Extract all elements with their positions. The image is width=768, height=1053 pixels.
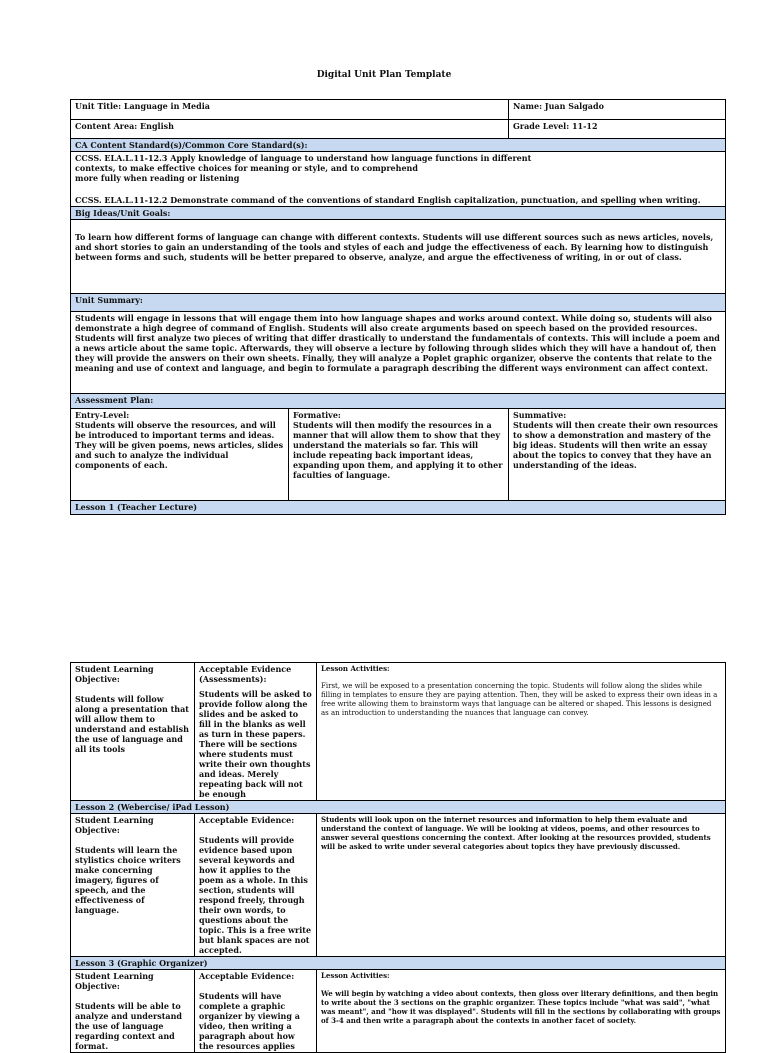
grade-level: Grade Level: 11-12 [509,120,726,139]
entry-level-cell [71,409,289,501]
unit-summary-text: Students will engage in lessons that will engage them into how language shapes and works around context. While doing so, students will also demonstrate a high degree of command of English. Students will also create arguments based on speech based on the provided resources. Students will first analyze two pieces of writing that differ drastically to understand the fundamentals of contexts. This will include a poem and a news article about the same topic. Afterwards, they will observe a lecture by following through slides which they will have a handout of, then they will provide the answers on their own sheets. Finally, they will analyze a Poplet graphic organizer, observe the contents that relate to the meaning and use of context and language, and begin to formulate a paragraph describing the different ways environment can affect context. [71,312,726,394]
standard-1b: contexts, to make effective choices for meaning or style, and to comprehend [75,163,418,173]
l3-evidence-label: Acceptable Evidence: [199,971,295,981]
standards-cell [71,152,726,207]
l1-objective-cell [71,663,195,801]
teacher-name: Name: Juan Salgado [509,100,726,120]
formative-text: Students will then modify the resources in a manner that will allow them to show that they understand the materials so far. This will include repeating back important ideas, expanding upon them, and applying it to other faculties of language. [293,420,503,480]
l3-objective-text: Students will be able to analyze and understand the use of language regarding context and format. [75,1001,182,1051]
summative-label: Summative: [513,410,567,420]
l3-activities-text: We will begin by watching a video about contexts, then gloss over literary definitions, and then begin to write about the 3 sections on the graphic organizer. These topics include "what was said", "what was meant", and "how it was displayed". Students will fill in the sections by collaborating with groups of 3-4 and then write a paragraph about the contexts in another facet of society. [321,989,721,1025]
summative-cell [509,409,726,501]
big-ideas-text: To learn how different forms of language can change with different contexts. Students will use different sources such as news articles, novels, and short stories to gain an understanding of the tools and styles of each and judge the effectiveness of each. By learning how to distinguish between forms and such, students will be better prepared to observe, analyze, and argue the effectiveness of writing, in or out of class. [71,220,726,294]
l1-evidence-label: Acceptable Evidence (Assessments): [199,664,292,684]
l2-objective-cell [71,814,195,957]
formative-label: Formative: [293,410,341,420]
lesson2-header: Lesson 2 (Webercise/ iPad Lesson) [71,801,726,814]
standard-2: CCSS. ELA.L.11-12.2 Demonstrate command of the conventions of standard English capitalization, punctuation, and spelling when writing. [75,195,701,205]
assessment-header: Assessment Plan: [71,394,726,409]
standards-header: CA Content Standard(s)/Common Core Standard(s): [71,139,726,152]
l3-evidence-cell [195,970,317,1053]
l3-objective-label: Student Learning Objective: [75,971,154,991]
l2-evidence-text: Students will provide evidence based upon several keywords and how it applies to the poem as a whole. In this section, students will respond freely, through their own words, to questions about the topic. This is a free write but blank spaces are not accepted. [199,835,312,955]
l3-evidence-text: Students will have complete a graphic organizer by viewing a video, then writing a paragraph about how the resources applies [199,991,300,1051]
l1-objective-text: Students will follow along a presentation that will allow them to understand and establish the use of language and all its tools [75,694,189,754]
l1-activities-label: Lesson Activities: [321,664,390,673]
l1-evidence-cell [195,663,317,801]
unit-title: Unit Title: Language in Media [71,100,509,120]
entry-level-text: Students will observe the resources, and will be introduced to important terms and ideas. They will be given poems, news articles, slides and such to analyze the individual components of each. [75,420,284,470]
unit-summary-header: Unit Summary: [71,294,726,312]
lesson1-header: Lesson 1 (Teacher Lecture) [71,501,726,515]
l1-activities-text: First, we will be exposed to a presentation concerning the topic. Students will follow along the slides while filling in templates to ensure they are paying attention. Then, they will be asked to express their own ideas in a free write allowing them to brainstorm ways that language can be altered or shaped. This lessons is designed as an introduction to understanding the nuances that language can convey. [321,682,718,717]
lesson3-header: Lesson 3 (Graphic Organizer) [71,957,726,970]
document-title: Digital Unit Plan Template [316,70,452,80]
l1-evidence-text: Students will be asked to provide follow along the slides and be asked to fill in the blanks as well as turn in these papers. There will be sections where students must write their own thoughts and ideas. Merely repeating back will not be enough [199,689,312,799]
lessons-table [70,662,726,1053]
l1-objective-label: Student Learning Objective: [75,664,154,684]
unit-plan-table [70,99,726,515]
summative-text: Students will then create their own resources to show a demonstration and mastery of the big ideas. Students will then write an essay about the topics to convey that they have an understanding of the ideas. [513,420,718,470]
l1-activities-cell [317,663,726,801]
standard-1c: more fully when reading or listening [75,173,240,183]
l3-activities-label: Lesson Activities: [321,971,390,980]
standard-1a: CCSS. ELA.L.11-12.3 Apply knowledge of language to understand how language functions in different [75,153,532,163]
entry-level-label: Entry-Level: [75,410,130,420]
l2-evidence-cell [195,814,317,957]
l2-objective-label: Student Learning Objective: [75,815,154,835]
l2-objective-text: Students will learn the stylistics choice writers make concerning imagery, figures of speech, and the effectiveness of language. [75,845,181,915]
l2-activities-text: Students will look upon on the internet resources and information to help them evaluate and understand the context of language. We will be looking at videos, poems, and other resources to answer several questions concerning the context. After looking at the resources provided, students will be asked to write under several categories about topics they have previously discussed. [317,814,726,957]
l3-objective-cell [71,970,195,1053]
l3-activities-cell [317,970,726,1053]
big-ideas-header: Big Ideas/Unit Goals: [71,207,726,220]
l2-evidence-label: Acceptable Evidence: [199,815,295,825]
content-area: Content Area: English [71,120,509,139]
formative-cell [289,409,509,501]
